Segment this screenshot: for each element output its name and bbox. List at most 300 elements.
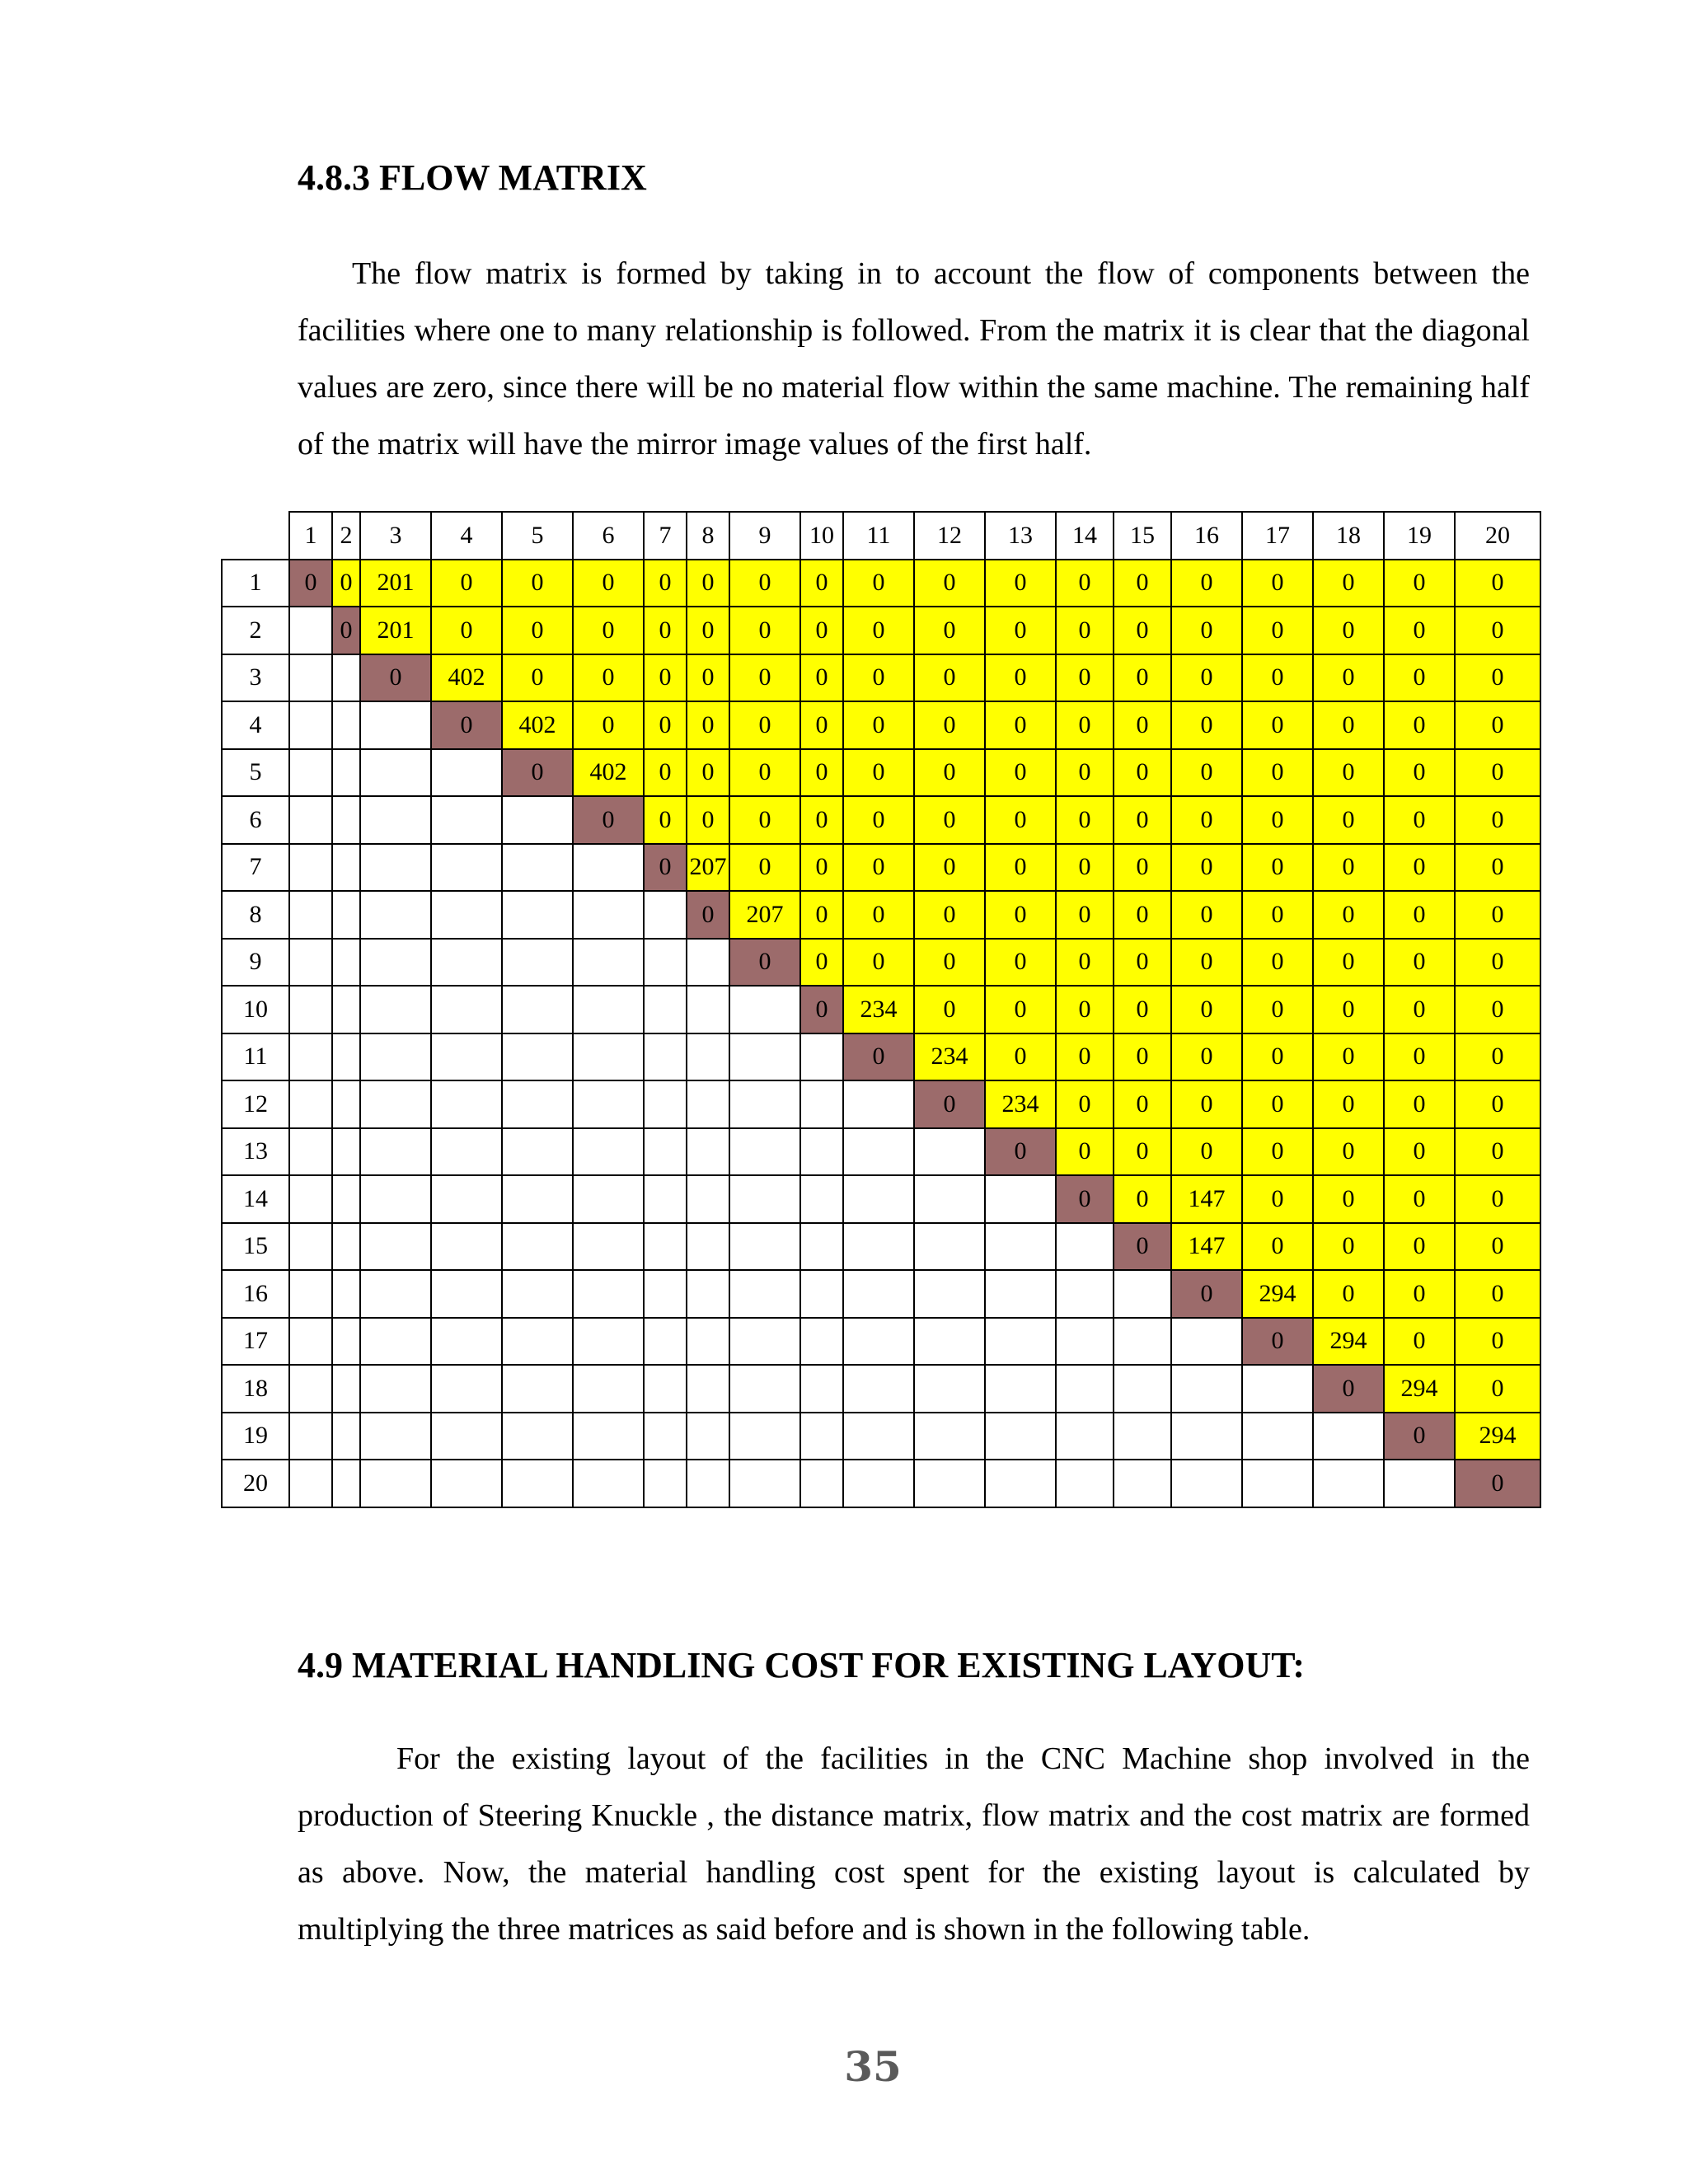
matrix-value-cell: 0: [502, 654, 573, 702]
matrix-value-cell: 0: [1171, 1080, 1242, 1128]
matrix-empty-cell: [431, 1413, 502, 1460]
matrix-empty-cell: [644, 986, 687, 1033]
matrix-value-cell: 0: [1242, 939, 1313, 987]
matrix-value-cell: 0: [1114, 796, 1171, 844]
matrix-value-cell: 0: [985, 986, 1056, 1033]
column-header: 6: [573, 512, 644, 560]
matrix-empty-cell: [360, 796, 431, 844]
matrix-value-cell: 0: [1242, 654, 1313, 702]
matrix-value-cell: 0: [729, 844, 800, 892]
matrix-value-cell: 0: [1242, 749, 1313, 797]
matrix-value-cell: 0: [800, 560, 843, 607]
matrix-empty-cell: [360, 749, 431, 797]
matrix-empty-cell: [360, 891, 431, 939]
matrix-value-cell: 0: [1455, 891, 1540, 939]
matrix-empty-cell: [800, 1223, 843, 1271]
matrix-empty-cell: [431, 1223, 502, 1271]
matrix-value-cell: 0: [1313, 939, 1384, 987]
matrix-value-cell: 0: [800, 796, 843, 844]
matrix-value-cell: 0: [1313, 749, 1384, 797]
matrix-empty-cell: [332, 1128, 360, 1176]
matrix-value-cell: 0: [1056, 939, 1114, 987]
matrix-header-row: [222, 512, 1540, 560]
matrix-value-cell: 0: [1455, 1080, 1540, 1128]
matrix-empty-cell: [914, 1223, 985, 1271]
matrix-value-cell: 0: [1384, 1318, 1455, 1366]
matrix-empty-cell: [843, 1175, 914, 1223]
matrix-value-cell: 0: [1171, 607, 1242, 654]
intro-paragraph: The flow matrix is formed by taking in to account the flow of components between the facilities where one to many relationship is followed. From the matrix it is clear that the diagonal values are zero, since there will be no material flow within the same machine. The remaining half of the matrix will have the mirror image values of the first half.: [298, 256, 1530, 462]
matrix-value-cell: 147: [1171, 1175, 1242, 1223]
matrix-empty-cell: [729, 1318, 800, 1366]
matrix-empty-cell: [573, 1318, 644, 1366]
matrix-empty-cell: [431, 844, 502, 892]
matrix-empty-cell: [687, 986, 729, 1033]
matrix-empty-cell: [502, 1223, 573, 1271]
matrix-empty-cell: [573, 1270, 644, 1318]
matrix-value-cell: 0: [914, 560, 985, 607]
matrix-value-cell: 0: [729, 796, 800, 844]
matrix-value-cell: 0: [843, 749, 914, 797]
matrix-value-cell: 0: [1056, 654, 1114, 702]
matrix-empty-cell: [687, 1413, 729, 1460]
matrix-empty-cell: [289, 654, 332, 702]
matrix-diagonal-cell: 0: [502, 749, 573, 797]
matrix-empty-cell: [1056, 1460, 1114, 1507]
matrix-empty-cell: [573, 891, 644, 939]
matrix-empty-cell: [914, 1460, 985, 1507]
matrix-empty-cell: [431, 1318, 502, 1366]
column-header: 16: [1171, 512, 1242, 560]
matrix-empty-cell: [914, 1175, 985, 1223]
matrix-empty-cell: [914, 1413, 985, 1460]
matrix-value-cell: 0: [914, 607, 985, 654]
matrix-empty-cell: [289, 844, 332, 892]
matrix-value-cell: 0: [1384, 749, 1455, 797]
matrix-row: [222, 1413, 1540, 1460]
matrix-empty-cell: [332, 1318, 360, 1366]
matrix-value-cell: 201: [360, 607, 431, 654]
matrix-empty-cell: [332, 654, 360, 702]
matrix-empty-cell: [431, 939, 502, 987]
matrix-empty-cell: [360, 1318, 431, 1366]
matrix-empty-cell: [985, 1223, 1056, 1271]
matrix-empty-cell: [332, 1365, 360, 1413]
matrix-value-cell: 0: [1455, 654, 1540, 702]
column-header: 14: [1056, 512, 1114, 560]
matrix-row: [222, 749, 1540, 797]
matrix-diagonal-cell: 0: [360, 654, 431, 702]
row-header: 7: [222, 844, 289, 892]
matrix-empty-cell: [687, 1080, 729, 1128]
matrix-empty-cell: [289, 796, 332, 844]
matrix-value-cell: 207: [687, 844, 729, 892]
matrix-value-cell: 0: [1384, 701, 1455, 749]
matrix-value-cell: 0: [1455, 560, 1540, 607]
matrix-empty-cell: [729, 1365, 800, 1413]
matrix-value-cell: 0: [1313, 701, 1384, 749]
matrix-value-cell: 0: [1313, 1223, 1384, 1271]
matrix-empty-cell: [914, 1318, 985, 1366]
matrix-empty-cell: [985, 1413, 1056, 1460]
page-number: 35: [844, 2042, 902, 2091]
matrix-empty-cell: [502, 1318, 573, 1366]
matrix-value-cell: 0: [332, 560, 360, 607]
matrix-row: [222, 1175, 1540, 1223]
matrix-value-cell: 0: [1313, 844, 1384, 892]
matrix-empty-cell: [1056, 1318, 1114, 1366]
matrix-value-cell: 294: [1455, 1413, 1540, 1460]
matrix-value-cell: 0: [1114, 607, 1171, 654]
matrix-diagonal-cell: 0: [1384, 1413, 1455, 1460]
matrix-value-cell: 0: [914, 749, 985, 797]
matrix-empty-cell: [914, 1270, 985, 1318]
matrix-empty-cell: [573, 1080, 644, 1128]
matrix-empty-cell: [800, 1365, 843, 1413]
matrix-value-cell: 0: [1114, 1033, 1171, 1081]
matrix-value-cell: 0: [1313, 560, 1384, 607]
matrix-empty-cell: [573, 844, 644, 892]
matrix-row: [222, 1365, 1540, 1413]
matrix-value-cell: 294: [1384, 1365, 1455, 1413]
matrix-value-cell: 0: [1171, 654, 1242, 702]
matrix-value-cell: 0: [1114, 891, 1171, 939]
matrix-empty-cell: [729, 1460, 800, 1507]
matrix-value-cell: 0: [1242, 1223, 1313, 1271]
matrix-value-cell: 0: [573, 560, 644, 607]
matrix-empty-cell: [360, 1128, 431, 1176]
matrix-empty-cell: [332, 1413, 360, 1460]
matrix-value-cell: 0: [1384, 796, 1455, 844]
matrix-empty-cell: [431, 891, 502, 939]
matrix-value-cell: 0: [985, 844, 1056, 892]
section-heading: 4.8.3 FLOW MATRIX: [298, 157, 647, 198]
matrix-empty-cell: [431, 1033, 502, 1081]
column-header: 4: [431, 512, 502, 560]
matrix-empty-cell: [1242, 1365, 1313, 1413]
matrix-empty-cell: [431, 749, 502, 797]
matrix-value-cell: 0: [1313, 1270, 1384, 1318]
matrix-value-cell: 0: [1171, 701, 1242, 749]
matrix-empty-cell: [360, 939, 431, 987]
matrix-value-cell: 0: [843, 844, 914, 892]
matrix-value-cell: 0: [1455, 701, 1540, 749]
matrix-value-cell: 0: [1171, 844, 1242, 892]
matrix-empty-cell: [289, 1175, 332, 1223]
matrix-empty-cell: [332, 796, 360, 844]
matrix-value-cell: 0: [1455, 607, 1540, 654]
matrix-empty-cell: [687, 1365, 729, 1413]
row-header: 5: [222, 749, 289, 797]
matrix-row: [222, 1318, 1540, 1366]
matrix-value-cell: 0: [914, 701, 985, 749]
matrix-empty-cell: [502, 796, 573, 844]
matrix-empty-cell: [289, 1223, 332, 1271]
matrix-empty-cell: [431, 796, 502, 844]
matrix-empty-cell: [729, 986, 800, 1033]
matrix-empty-cell: [1384, 1460, 1455, 1507]
matrix-empty-cell: [332, 1460, 360, 1507]
matrix-value-cell: 0: [1114, 701, 1171, 749]
matrix-empty-cell: [289, 1318, 332, 1366]
matrix-value-cell: 0: [1114, 986, 1171, 1033]
matrix-value-cell: 0: [1384, 891, 1455, 939]
matrix-empty-cell: [1056, 1413, 1114, 1460]
matrix-value-cell: 0: [1114, 844, 1171, 892]
matrix-empty-cell: [289, 1460, 332, 1507]
matrix-value-cell: 0: [1171, 749, 1242, 797]
row-header: 17: [222, 1318, 289, 1366]
matrix-empty-cell: [687, 1033, 729, 1081]
matrix-empty-cell: [360, 1365, 431, 1413]
matrix-value-cell: 0: [1056, 986, 1114, 1033]
matrix-empty-cell: [332, 1175, 360, 1223]
matrix-value-cell: 0: [800, 844, 843, 892]
matrix-diagonal-cell: 0: [687, 891, 729, 939]
matrix-value-cell: 0: [985, 701, 1056, 749]
matrix-diagonal-cell: 0: [1455, 1460, 1540, 1507]
matrix-empty-cell: [687, 939, 729, 987]
matrix-value-cell: 0: [1313, 796, 1384, 844]
matrix-value-cell: 201: [360, 560, 431, 607]
matrix-empty-cell: [502, 1033, 573, 1081]
matrix-value-cell: 0: [1242, 891, 1313, 939]
matrix-value-cell: 0: [729, 701, 800, 749]
matrix-empty-cell: [360, 1413, 431, 1460]
matrix-empty-cell: [502, 1128, 573, 1176]
matrix-empty-cell: [1171, 1460, 1242, 1507]
matrix-value-cell: 0: [1242, 1175, 1313, 1223]
matrix-empty-cell: [502, 1460, 573, 1507]
matrix-value-cell: 0: [800, 654, 843, 702]
row-header: 13: [222, 1128, 289, 1176]
matrix-empty-cell: [1114, 1413, 1171, 1460]
matrix-empty-cell: [1171, 1413, 1242, 1460]
matrix-empty-cell: [360, 1080, 431, 1128]
matrix-value-cell: 0: [800, 607, 843, 654]
matrix-empty-cell: [1313, 1460, 1384, 1507]
matrix-empty-cell: [360, 701, 431, 749]
matrix-value-cell: 0: [800, 701, 843, 749]
matrix-value-cell: 0: [1056, 1033, 1114, 1081]
matrix-empty-cell: [431, 986, 502, 1033]
matrix-diagonal-cell: 0: [1056, 1175, 1114, 1223]
matrix-empty-cell: [332, 1033, 360, 1081]
matrix-value-cell: 0: [1114, 1175, 1171, 1223]
row-header: 6: [222, 796, 289, 844]
matrix-row: [222, 844, 1540, 892]
matrix-empty-cell: [332, 749, 360, 797]
column-header: 20: [1455, 512, 1540, 560]
matrix-empty-cell: [289, 1413, 332, 1460]
matrix-value-cell: 0: [1056, 749, 1114, 797]
matrix-value-cell: 0: [985, 1033, 1056, 1081]
matrix-empty-cell: [687, 1460, 729, 1507]
matrix-empty-cell: [843, 1460, 914, 1507]
matrix-diagonal-cell: 0: [985, 1128, 1056, 1176]
matrix-empty-cell: [289, 1270, 332, 1318]
row-header: 2: [222, 607, 289, 654]
matrix-value-cell: 234: [985, 1080, 1056, 1128]
matrix-value-cell: 0: [985, 796, 1056, 844]
matrix-value-cell: 0: [1384, 1080, 1455, 1128]
matrix-empty-cell: [800, 1460, 843, 1507]
matrix-value-cell: 0: [843, 891, 914, 939]
matrix-value-cell: 0: [1171, 560, 1242, 607]
matrix-empty-cell: [573, 1460, 644, 1507]
matrix-value-cell: 0: [914, 844, 985, 892]
row-header: 16: [222, 1270, 289, 1318]
matrix-value-cell: 0: [1455, 1128, 1540, 1176]
matrix-value-cell: 0: [914, 796, 985, 844]
matrix-value-cell: 0: [914, 891, 985, 939]
matrix-value-cell: 0: [1455, 1223, 1540, 1271]
matrix-empty-cell: [360, 1033, 431, 1081]
matrix-value-cell: 234: [843, 986, 914, 1033]
matrix-empty-cell: [573, 1223, 644, 1271]
matrix-value-cell: 0: [1114, 1128, 1171, 1176]
matrix-value-cell: 0: [1114, 749, 1171, 797]
matrix-empty-cell: [687, 1223, 729, 1271]
matrix-empty-cell: [360, 1223, 431, 1271]
matrix-value-cell: 0: [1455, 1175, 1540, 1223]
matrix-diagonal-cell: 0: [1313, 1365, 1384, 1413]
row-header: 4: [222, 701, 289, 749]
matrix-row: [222, 1033, 1540, 1081]
row-header: 3: [222, 654, 289, 702]
matrix-value-cell: 0: [1056, 844, 1114, 892]
matrix-value-cell: 0: [687, 796, 729, 844]
matrix-value-cell: 402: [573, 749, 644, 797]
matrix-value-cell: 0: [843, 701, 914, 749]
matrix-value-cell: 0: [985, 560, 1056, 607]
row-header: 19: [222, 1413, 289, 1460]
matrix-empty-cell: [502, 939, 573, 987]
matrix-empty-cell: [1114, 1270, 1171, 1318]
matrix-empty-cell: [332, 939, 360, 987]
matrix-value-cell: 0: [729, 749, 800, 797]
row-header: 1: [222, 560, 289, 607]
matrix-row: [222, 701, 1540, 749]
row-header: 15: [222, 1223, 289, 1271]
matrix-empty-cell: [502, 1175, 573, 1223]
matrix-diagonal-cell: 0: [729, 939, 800, 987]
matrix-empty-cell: [332, 1080, 360, 1128]
matrix-empty-cell: [644, 1460, 687, 1507]
matrix-diagonal-cell: 0: [1114, 1223, 1171, 1271]
matrix-value-cell: 0: [843, 939, 914, 987]
matrix-empty-cell: [985, 1175, 1056, 1223]
column-header: 18: [1313, 512, 1384, 560]
matrix-value-cell: 0: [1384, 654, 1455, 702]
matrix-value-cell: 0: [1171, 986, 1242, 1033]
matrix-value-cell: 0: [1242, 1033, 1313, 1081]
matrix-empty-cell: [843, 1365, 914, 1413]
matrix-diagonal-cell: 0: [431, 701, 502, 749]
matrix-value-cell: 294: [1242, 1270, 1313, 1318]
matrix-value-cell: 0: [800, 891, 843, 939]
matrix-value-cell: 0: [1455, 796, 1540, 844]
matrix-empty-cell: [644, 1175, 687, 1223]
matrix-empty-cell: [800, 1175, 843, 1223]
matrix-value-cell: 0: [644, 796, 687, 844]
matrix-value-cell: 0: [914, 939, 985, 987]
column-header: 13: [985, 512, 1056, 560]
matrix-empty-cell: [573, 1033, 644, 1081]
matrix-value-cell: 0: [1455, 749, 1540, 797]
matrix-value-cell: 0: [1455, 1270, 1540, 1318]
matrix-empty-cell: [800, 1033, 843, 1081]
matrix-value-cell: 0: [1313, 1128, 1384, 1176]
section2-paragraph: For the existing layout of the facilities in the CNC Machine shop involved in the production of Steering Knuckle , the distance matrix, flow matrix and the cost matrix are formed as above. Now, the material handling cost spent for the existing layout is calculated by multiplying the three matrices as said before and is shown in the following table.: [298, 1741, 1530, 1947]
matrix-value-cell: 0: [1455, 1318, 1540, 1366]
matrix-value-cell: 0: [985, 939, 1056, 987]
matrix-value-cell: 0: [1313, 986, 1384, 1033]
matrix-row: [222, 1460, 1540, 1507]
matrix-value-cell: 402: [431, 654, 502, 702]
matrix-value-cell: 0: [1171, 1033, 1242, 1081]
matrix-empty-cell: [800, 1270, 843, 1318]
matrix-value-cell: 0: [1455, 844, 1540, 892]
matrix-value-cell: 0: [687, 607, 729, 654]
matrix-empty-cell: [843, 1270, 914, 1318]
matrix-value-cell: 0: [1242, 986, 1313, 1033]
matrix-row: [222, 654, 1540, 702]
matrix-empty-cell: [644, 1413, 687, 1460]
matrix-empty-cell: [502, 844, 573, 892]
matrix-value-cell: 0: [800, 939, 843, 987]
matrix-value-cell: 0: [644, 654, 687, 702]
column-header: 19: [1384, 512, 1455, 560]
matrix-row: [222, 1080, 1540, 1128]
matrix-empty-cell: [644, 1080, 687, 1128]
matrix-empty-cell: [985, 1460, 1056, 1507]
matrix-row: [222, 1270, 1540, 1318]
matrix-value-cell: 0: [1242, 701, 1313, 749]
matrix-empty-cell: [800, 1318, 843, 1366]
matrix-empty-cell: [332, 1223, 360, 1271]
matrix-value-cell: 0: [644, 701, 687, 749]
matrix-value-cell: 0: [687, 749, 729, 797]
matrix-empty-cell: [914, 1365, 985, 1413]
column-header: 5: [502, 512, 573, 560]
matrix-diagonal-cell: 0: [1242, 1318, 1313, 1366]
matrix-empty-cell: [729, 1128, 800, 1176]
matrix-empty-cell: [360, 844, 431, 892]
matrix-value-cell: 0: [1384, 1223, 1455, 1271]
matrix-diagonal-cell: 0: [843, 1033, 914, 1081]
matrix-empty-cell: [644, 1365, 687, 1413]
matrix-empty-cell: [729, 1080, 800, 1128]
matrix-empty-cell: [431, 1270, 502, 1318]
matrix-empty-cell: [289, 1365, 332, 1413]
matrix-empty-cell: [289, 1128, 332, 1176]
matrix-empty-cell: [332, 986, 360, 1033]
matrix-empty-cell: [332, 1270, 360, 1318]
matrix-value-cell: 0: [644, 749, 687, 797]
matrix-value-cell: 0: [800, 749, 843, 797]
matrix-empty-cell: [573, 1175, 644, 1223]
matrix-empty-cell: [1056, 1270, 1114, 1318]
matrix-empty-cell: [687, 1128, 729, 1176]
matrix-empty-cell: [502, 986, 573, 1033]
matrix-empty-cell: [1171, 1318, 1242, 1366]
matrix-value-cell: 0: [914, 654, 985, 702]
matrix-value-cell: 0: [687, 654, 729, 702]
matrix-empty-cell: [360, 1270, 431, 1318]
matrix-empty-cell: [289, 701, 332, 749]
matrix-value-cell: 0: [843, 607, 914, 654]
